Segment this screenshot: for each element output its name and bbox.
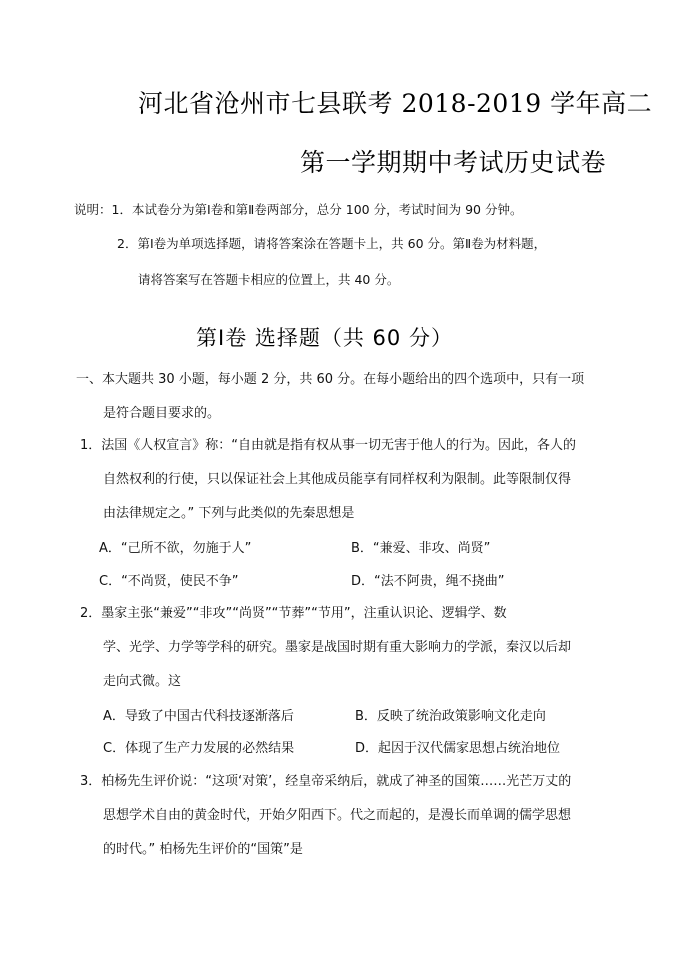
question-2-line2: 学、光学、力学等学科的研究。墨家是战国时期有重大影响力的学派，秦汉以后却 (103, 640, 572, 655)
question-2-option-d: D．起因于汉代儒家思想占统治地位 (355, 741, 561, 756)
question-3-line1: 3．柏杨先生评价说：“这项‘对策’，经皇帝采纳后，就成了神圣的国策……光芒万丈的 (80, 774, 572, 789)
question-2-option-b: B．反映了统治政策影响文化走向 (355, 709, 546, 724)
instructions-line2: 2．第Ⅰ卷为单项选择题，请将答案涂在答题卡上，共 60 分。第Ⅱ卷为材料题， (117, 236, 547, 251)
question-2-line1: 2．墨家主张“兼爱”“非攻”“尚贤”“节葬”“节用”，注重认识论、逻辑学、数 (80, 606, 507, 621)
question-3-line3: 的时代。” 柏杨先生评价的“国策”是 (103, 842, 303, 857)
question-1-line3: 由法律规定之。” 下列与此类似的先秦思想是 (103, 506, 355, 521)
question-3-line2: 思想学术自由的黄金时代，开始夕阳西下。代之而起的，是漫长而单调的儒学思想 (103, 808, 572, 823)
exam-title-line2: 第一学期期中考试历史试卷 (300, 148, 607, 177)
question-1-option-c: C．“不尚贤，使民不争” (99, 574, 239, 589)
part-intro-line1: 一、本大题共 30 小题，每小题 2 分，共 60 分。在每小题给出的四个选项中，只有一项 (76, 372, 585, 387)
question-1-option-b: B．“兼爱、非攻、尚贤” (351, 541, 491, 556)
question-2-line3: 走向式微。这 (103, 674, 182, 689)
section-title: 第Ⅰ卷 选择题（共 60 分） (196, 326, 453, 350)
instructions-line1: 说明：1．本试卷分为第Ⅰ卷和第Ⅱ卷两部分，总分 100 分，考试时间为 90 分钟。 (74, 202, 523, 217)
question-1-option-d: D．“法不阿贵，绳不挠曲” (351, 574, 505, 589)
question-1-line1: 1．法国《人权宣言》称：“自由就是指有权从事一切无害于他人的行为。因此，各人的 (80, 438, 577, 453)
part-intro-line2: 是符合题目要求的。 (103, 406, 221, 421)
question-2-option-c: C．体现了生产力发展的必然结果 (103, 741, 295, 756)
instructions-line3: 请将答案写在答题卡相应的位置上，共 40 分。 (138, 272, 400, 287)
question-1-line2: 自然权利的行使，只以保证社会上其他成员能享有同样权利为限制。此等限制仅得 (103, 472, 572, 487)
exam-title-line1: 河北省沧州市七县联考 2018-2019 学年高二 (138, 89, 653, 118)
question-2-option-a: A．导致了中国古代科技逐渐落后 (103, 709, 294, 724)
question-1-option-a: A．“己所不欲，勿施于人” (99, 541, 252, 556)
